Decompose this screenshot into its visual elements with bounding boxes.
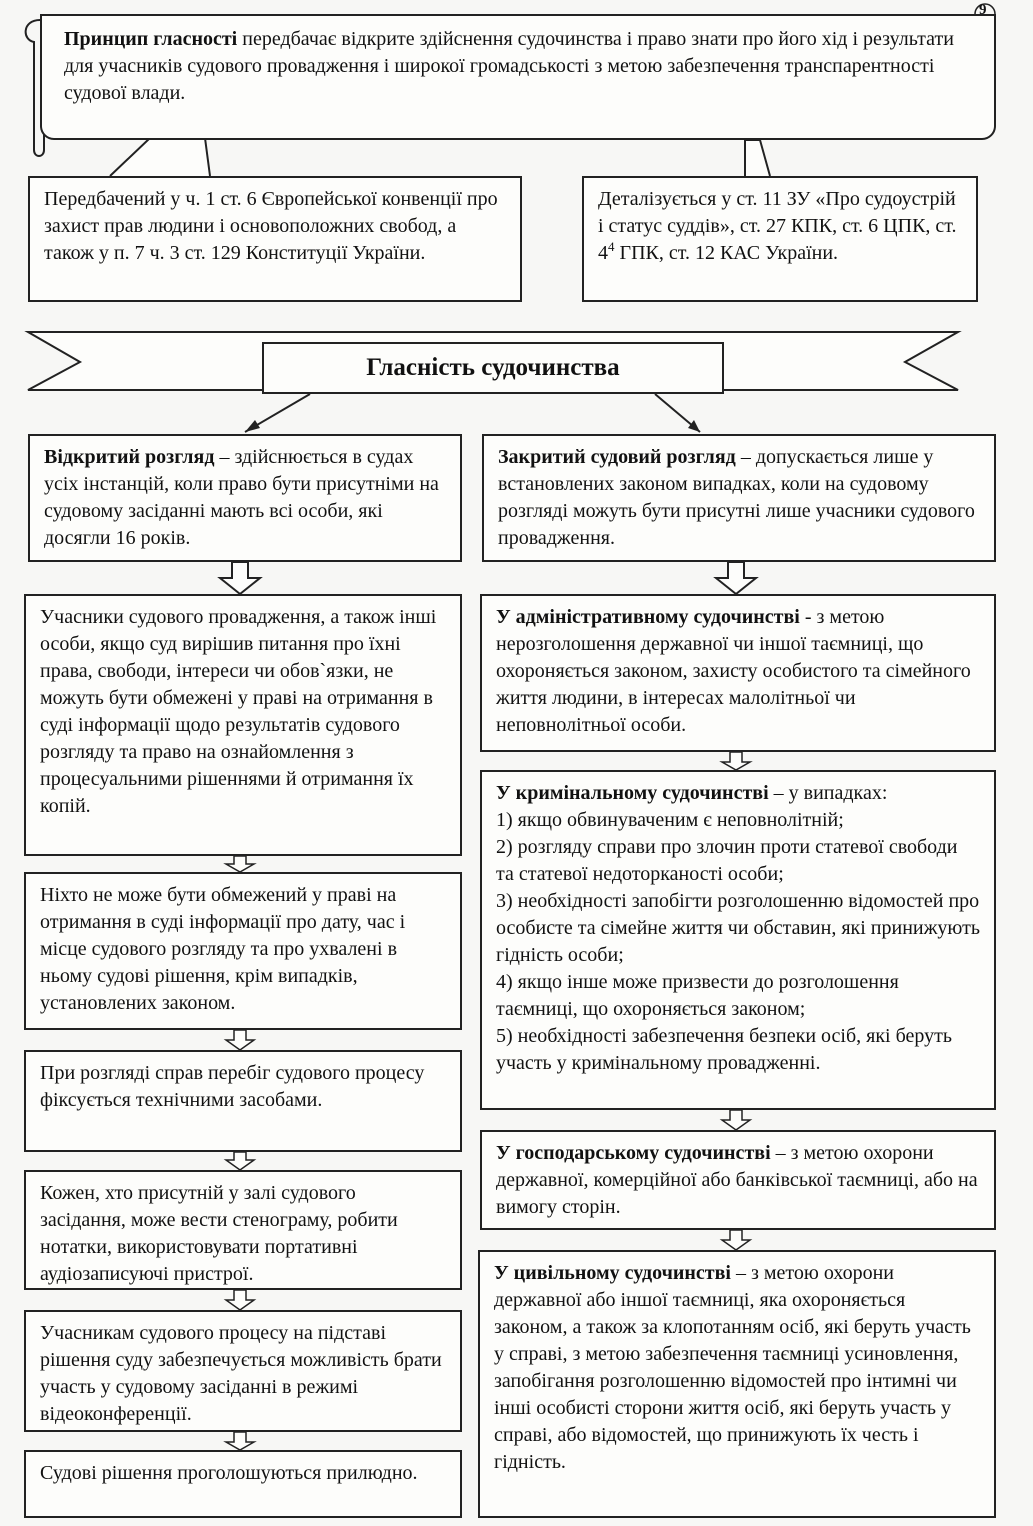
commercial-text: – з метою охорони державної, комерційної або банківської таємниці, або на вимогу сторін. [496,1142,978,1218]
left-item-3 [24,1050,462,1152]
source-right-sup: 4 [608,239,615,254]
closed-hearing-title: Закритий судовий розгляд [498,446,736,468]
criminal-case-1: 1) якщо обвинуваченим є неповнолітній; [496,809,844,831]
left-item-4 [24,1170,462,1290]
open-hearing-title: Відкритий розгляд [44,446,215,468]
criminal-case-2: 2) розгляду справи про злочин проти статевої свободи та статевої недоторканості особи; [496,836,958,885]
callout-right [745,140,770,176]
criminal-case-3: 3) необхідності запобігти розголошенню відомостей про особисте та сімейне життя чи обставин, які принижують гідність особи; [496,890,980,966]
source-left [28,176,522,302]
down-arrow-right-1 [716,562,756,594]
left-item-text: При розгляді справ перебіг судового процесу фіксується технічними засобами. [40,1062,425,1111]
admin-title: У адміністративному судочинстві [496,606,800,628]
arrowhead-open [245,420,260,432]
open-hearing-box [28,434,462,562]
down-arrow-left-1 [220,562,260,594]
small-arrow-l1 [226,856,254,872]
left-item-text: Учасники судового провадження, а також інші особи, якщо суд вирішив питання про їхні права, свободи, інтереси чи обов`язки, не можуть бути обмежені у праві на отримання в суді інформації щодо результатів судового розгляду та право на ознайомлення з процесуальними рішеннями й отримання їх копій. [40,606,437,817]
criminal-case-4: 4) якщо інше може призвести до розголошення таємниці, що охороняється законом; [496,971,899,1020]
open-hearing-text: – здійснюється в судах усіх інстанцій, коли право бути присутніми на судовому засіданні мають всі особи, які досягли 16 років. [44,446,439,549]
source-right-text-a: Деталізується у ст. 11 ЗУ «Про судоустрій і статус суддів», ст. 27 КПК, ст. 6 ЦПК, ст. 4 [598,188,957,264]
small-arrow-r1 [722,752,750,770]
criminal-title: У кримінальному судочинстві [496,782,769,804]
source-right [582,176,978,302]
left-item-text: Ніхто не може бути обмежений у праві на отримання в суді інформації про дату, час і місце судового розгляду та про ухвалені в ньому судові рішення, крім випадків, установлених законом. [40,884,406,1014]
closed-hearing-text: – допускається лише у встановлених законом випадках, коли на судовому розгляді можуть бути присутні лише учасники судового провадження. [498,446,975,549]
small-arrow-l2 [226,1030,254,1050]
page-number: 9 [979,2,987,18]
civil-box [478,1250,996,1518]
left-item-1 [24,594,462,856]
small-arrow-l3 [226,1152,254,1170]
small-arrow-l4 [226,1290,254,1310]
criminal-box [480,770,996,1110]
arrowhead-closed [688,420,700,432]
left-item-text: Судові рішення проголошуються прилюдно. [40,1462,418,1484]
principle-scroll [40,14,996,140]
source-right-text-b: ГПК, ст. 12 КАС України. [614,242,839,264]
commercial-title: У господарському судочинстві [496,1142,771,1164]
closed-hearing-box [482,434,996,562]
diagram-title: Гласність судочинства [262,342,724,394]
commercial-box [480,1130,996,1230]
left-item-text: Кожен, хто присутній у залі судового засідання, може вести стенограму, робити нотатки, використовувати портативні аудіозаписуючі пристрої. [40,1182,398,1285]
left-item-2 [24,872,462,1030]
small-arrow-l5 [226,1432,254,1450]
small-arrow-r2 [722,1110,750,1130]
principle-title: Принцип гласності [64,28,238,50]
source-left-text: Передбачений у ч. 1 ст. 6 Європейської конвенції про захист прав людини і основоположних свобод, а також у п. 7 ч. 3 ст. 129 Конституції України. [44,188,498,264]
admin-text: - з метою нерозголошення державної чи іншої таємниці, що охороняється законом, захисту особистого та сімейного життя людини, в інтересах малолітньої чи неповнолітньої особи. [496,606,971,736]
criminal-case-5: 5) необхідності забезпечення безпеки осіб, які беруть участь у кримінальному провадженні. [496,1025,952,1074]
admin-box [480,594,996,752]
small-arrow-r3 [722,1230,750,1250]
civil-title: У цивільному судочинстві [494,1262,731,1284]
left-item-5 [24,1310,462,1432]
principle-text: передбачає відкрите здійснення судочинства і право знати про його хід і результати для учасників судового провадження і широкої громадськості з метою забезпечення транспарентності судової влади. [64,28,954,104]
left-item-text: Учасникам судового процесу на підставі рішення суду забезпечується можливість брати участь у судовому засіданні в режимі відеоконференції. [40,1322,442,1425]
civil-text: – з метою охорони державної або іншої таємниці, яка охороняється законом, а також за клопотанням осіб, які беруть участь у справі, з метою забезпечення таємниці усиновлення, запобігання розголошенню відомостей про інтимні чи інші особисті сторони життя осіб, які беруть участь у справі, або відомостей, що принижують їх честь і гідність. [494,1262,971,1473]
criminal-intro: – у випадках: [768,782,888,804]
callout-left [110,138,210,176]
left-item-6 [24,1450,462,1518]
